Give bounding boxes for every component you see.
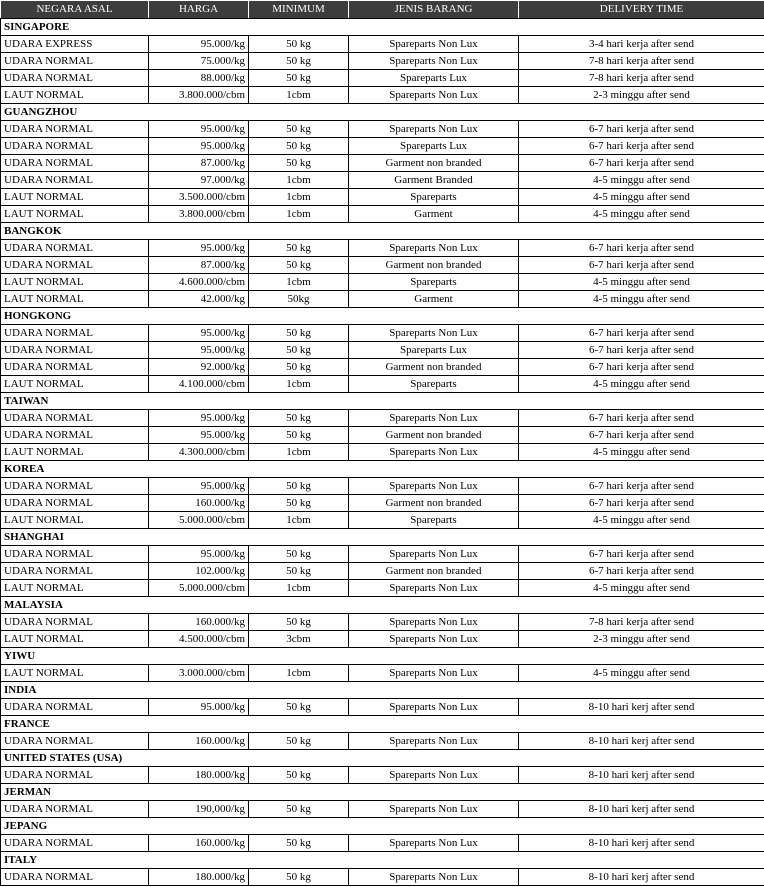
country-name: HONGKONG (1, 308, 764, 325)
table-row (1, 614, 764, 631)
cell-goods-type: Garment non branded (349, 359, 519, 376)
cell-minimum: 50 kg (249, 342, 349, 359)
cell-price: 160.000/kg (149, 733, 249, 750)
cell-price: 95.000/kg (149, 121, 249, 138)
country-row (1, 393, 764, 410)
cell-price: 95.000/kg (149, 325, 249, 342)
country-name: TAIWAN (1, 393, 764, 410)
table-row (1, 359, 764, 376)
cell-price: 87.000/kg (149, 257, 249, 274)
cell-minimum: 1cbm (249, 172, 349, 189)
cell-delivery-time: 7-8 hari kerja after send (519, 53, 764, 70)
cell-minimum: 1cbm (249, 376, 349, 393)
table-row (1, 342, 764, 359)
cell-minimum: 50 kg (249, 563, 349, 580)
cell-service: LAUT NORMAL (1, 444, 149, 461)
table-row (1, 546, 764, 563)
country-name: GUANGZHOU (1, 104, 764, 121)
table-row (1, 172, 764, 189)
cell-delivery-time: 6-7 hari kerja after send (519, 427, 764, 444)
cell-service: UDARA NORMAL (1, 325, 149, 342)
table-row (1, 767, 764, 784)
header-minimum: MINIMUM (249, 1, 349, 19)
cell-price: 95.000/kg (149, 546, 249, 563)
table-row (1, 665, 764, 682)
table-row (1, 121, 764, 138)
cell-delivery-time: 8-10 hari kerj after send (519, 733, 764, 750)
cell-delivery-time: 8-10 hari kerj after send (519, 767, 764, 784)
cell-goods-type: Spareparts (349, 376, 519, 393)
cell-service: UDARA NORMAL (1, 478, 149, 495)
cell-price: 180.000/kg (149, 767, 249, 784)
cell-minimum: 1cbm (249, 444, 349, 461)
table-row (1, 53, 764, 70)
cell-goods-type: Spareparts Non Lux (349, 410, 519, 427)
cell-price: 95.000/kg (149, 699, 249, 716)
table-row (1, 563, 764, 580)
cell-goods-type: Spareparts Lux (349, 138, 519, 155)
cell-goods-type: Spareparts Non Lux (349, 546, 519, 563)
table-row (1, 325, 764, 342)
cell-goods-type: Spareparts Non Lux (349, 631, 519, 648)
cell-delivery-time: 8-10 hari kerj after send (519, 869, 764, 886)
country-row (1, 682, 764, 699)
cell-delivery-time: 4-5 minggu after send (519, 665, 764, 682)
cell-service: LAUT NORMAL (1, 665, 149, 682)
cell-price: 180.000/kg (149, 869, 249, 886)
cell-minimum: 1cbm (249, 189, 349, 206)
cell-minimum: 50 kg (249, 767, 349, 784)
cell-minimum: 50 kg (249, 53, 349, 70)
country-name: BANGKOK (1, 223, 764, 240)
cell-minimum: 1cbm (249, 206, 349, 223)
cell-delivery-time: 8-10 hari kerj after send (519, 835, 764, 852)
table-row (1, 835, 764, 852)
cell-price: 5.000.000/cbm (149, 512, 249, 529)
cell-minimum: 50 kg (249, 869, 349, 886)
cell-minimum: 50 kg (249, 325, 349, 342)
country-name: FRANCE (1, 716, 764, 733)
cell-service: UDARA NORMAL (1, 342, 149, 359)
cell-price: 95.000/kg (149, 240, 249, 257)
cell-delivery-time: 6-7 hari kerja after send (519, 410, 764, 427)
cell-minimum: 1cbm (249, 274, 349, 291)
cell-service: LAUT NORMAL (1, 206, 149, 223)
cell-minimum: 50 kg (249, 36, 349, 53)
cell-price: 160.000/kg (149, 835, 249, 852)
cell-price: 92.000/kg (149, 359, 249, 376)
header-row (1, 1, 764, 19)
cell-goods-type: Garment non branded (349, 257, 519, 274)
country-row (1, 529, 764, 546)
cell-minimum: 50 kg (249, 546, 349, 563)
cell-goods-type: Spareparts Non Lux (349, 869, 519, 886)
cell-price: 4.100.000/cbm (149, 376, 249, 393)
cell-goods-type: Garment non branded (349, 563, 519, 580)
cell-price: 4.300.000/cbm (149, 444, 249, 461)
cell-minimum: 50kg (249, 291, 349, 308)
cell-minimum: 50 kg (249, 495, 349, 512)
table-row (1, 801, 764, 818)
country-row (1, 461, 764, 478)
cell-delivery-time: 6-7 hari kerja after send (519, 121, 764, 138)
cell-service: UDARA NORMAL (1, 733, 149, 750)
country-row (1, 818, 764, 835)
cell-delivery-time: 6-7 hari kerja after send (519, 342, 764, 359)
country-row (1, 852, 764, 869)
cell-goods-type: Spareparts Non Lux (349, 478, 519, 495)
cell-price: 160.000/kg (149, 495, 249, 512)
country-row (1, 308, 764, 325)
header-harga: HARGA (149, 1, 249, 19)
country-name: UNITED STATES (USA) (1, 750, 764, 767)
cell-delivery-time: 8-10 hari kerj after send (519, 801, 764, 818)
country-row (1, 750, 764, 767)
cell-minimum: 1cbm (249, 87, 349, 104)
cell-service: LAUT NORMAL (1, 580, 149, 597)
cell-minimum: 50 kg (249, 801, 349, 818)
cell-service: UDARA EXPRESS (1, 36, 149, 53)
table-row (1, 580, 764, 597)
cell-minimum: 50 kg (249, 427, 349, 444)
cell-goods-type: Garment Branded (349, 172, 519, 189)
cell-delivery-time: 4-5 minggu after send (519, 376, 764, 393)
table-row (1, 512, 764, 529)
cell-service: UDARA NORMAL (1, 138, 149, 155)
cell-price: 3.000.000/cbm (149, 665, 249, 682)
table-row (1, 495, 764, 512)
cell-service: UDARA NORMAL (1, 546, 149, 563)
cell-minimum: 50 kg (249, 478, 349, 495)
table-header (1, 1, 764, 19)
cell-goods-type: Spareparts Non Lux (349, 835, 519, 852)
cell-price: 4.500.000/cbm (149, 631, 249, 648)
cell-price: 87.000/kg (149, 155, 249, 172)
cell-delivery-time: 4-5 minggu after send (519, 512, 764, 529)
table-row (1, 87, 764, 104)
table-row (1, 869, 764, 886)
cell-minimum: 50 kg (249, 614, 349, 631)
cell-delivery-time: 6-7 hari kerja after send (519, 359, 764, 376)
cell-goods-type: Spareparts (349, 512, 519, 529)
cell-minimum: 50 kg (249, 257, 349, 274)
table-row (1, 240, 764, 257)
cell-goods-type: Spareparts Non Lux (349, 580, 519, 597)
cell-goods-type: Garment (349, 291, 519, 308)
cell-minimum: 50 kg (249, 699, 349, 716)
cell-goods-type: Spareparts Non Lux (349, 733, 519, 750)
cell-delivery-time: 4-5 minggu after send (519, 580, 764, 597)
country-row (1, 223, 764, 240)
table-row (1, 699, 764, 716)
cell-minimum: 50 kg (249, 121, 349, 138)
cell-price: 95.000/kg (149, 410, 249, 427)
cell-delivery-time: 7-8 hari kerja after send (519, 70, 764, 87)
country-name: ITALY (1, 852, 764, 869)
cell-price: 97.000/kg (149, 172, 249, 189)
table-row (1, 427, 764, 444)
table-row (1, 733, 764, 750)
country-name: MALAYSIA (1, 597, 764, 614)
cell-service: LAUT NORMAL (1, 376, 149, 393)
cell-service: UDARA NORMAL (1, 495, 149, 512)
cell-delivery-time: 3-4 hari kerja after send (519, 36, 764, 53)
table-row (1, 36, 764, 53)
cell-minimum: 50 kg (249, 138, 349, 155)
cell-delivery-time: 6-7 hari kerja after send (519, 138, 764, 155)
country-name: KOREA (1, 461, 764, 478)
country-name: JERMAN (1, 784, 764, 801)
cell-service: UDARA NORMAL (1, 155, 149, 172)
cell-service: UDARA NORMAL (1, 801, 149, 818)
cell-minimum: 50 kg (249, 70, 349, 87)
country-name: YIWU (1, 648, 764, 665)
cell-goods-type: Spareparts Non Lux (349, 801, 519, 818)
cell-price: 95.000/kg (149, 342, 249, 359)
table-row (1, 155, 764, 172)
cell-delivery-time: 6-7 hari kerja after send (519, 563, 764, 580)
cell-service: UDARA NORMAL (1, 70, 149, 87)
cell-goods-type: Spareparts Non Lux (349, 444, 519, 461)
cell-service: LAUT NORMAL (1, 631, 149, 648)
country-row (1, 19, 764, 36)
cell-delivery-time: 2-3 minggu after send (519, 631, 764, 648)
cell-price: 3.500.000/cbm (149, 189, 249, 206)
cell-goods-type: Spareparts Non Lux (349, 53, 519, 70)
table-row (1, 444, 764, 461)
cell-service: UDARA NORMAL (1, 563, 149, 580)
cell-service: UDARA NORMAL (1, 410, 149, 427)
cell-delivery-time: 6-7 hari kerja after send (519, 240, 764, 257)
table-row (1, 478, 764, 495)
cell-delivery-time: 4-5 minggu after send (519, 172, 764, 189)
cell-minimum: 50 kg (249, 155, 349, 172)
cell-delivery-time: 4-5 minggu after send (519, 274, 764, 291)
cell-minimum: 50 kg (249, 359, 349, 376)
cell-service: UDARA NORMAL (1, 869, 149, 886)
cell-service: UDARA NORMAL (1, 257, 149, 274)
cell-minimum: 1cbm (249, 580, 349, 597)
table-row (1, 189, 764, 206)
country-row (1, 784, 764, 801)
cell-delivery-time: 4-5 minggu after send (519, 189, 764, 206)
cell-price: 190,000/kg (149, 801, 249, 818)
cell-price: 95.000/kg (149, 138, 249, 155)
cell-price: 95.000/kg (149, 427, 249, 444)
table-row (1, 257, 764, 274)
table-row (1, 376, 764, 393)
cell-delivery-time: 6-7 hari kerja after send (519, 478, 764, 495)
cell-delivery-time: 6-7 hari kerja after send (519, 325, 764, 342)
cell-price: 5.000.000/cbm (149, 580, 249, 597)
table-row (1, 410, 764, 427)
cell-delivery-time: 2-3 minggu after send (519, 87, 764, 104)
country-name: SHANGHAI (1, 529, 764, 546)
table-row (1, 206, 764, 223)
cell-service: UDARA NORMAL (1, 240, 149, 257)
cell-service: UDARA NORMAL (1, 835, 149, 852)
cell-price: 160.000/kg (149, 614, 249, 631)
cell-service: UDARA NORMAL (1, 121, 149, 138)
header-jenis-barang: JENIS BARANG (349, 1, 519, 19)
cell-price: 88.000/kg (149, 70, 249, 87)
table-row (1, 70, 764, 87)
cell-service: LAUT NORMAL (1, 274, 149, 291)
cell-goods-type: Garment (349, 206, 519, 223)
cell-minimum: 50 kg (249, 410, 349, 427)
cell-delivery-time: 8-10 hari kerj after send (519, 699, 764, 716)
header-delivery-time: DELIVERY TIME (519, 1, 764, 19)
cell-service: UDARA NORMAL (1, 427, 149, 444)
cell-goods-type: Garment non branded (349, 427, 519, 444)
cell-goods-type: Garment non branded (349, 495, 519, 512)
cell-service: LAUT NORMAL (1, 87, 149, 104)
cell-delivery-time: 6-7 hari kerja after send (519, 155, 764, 172)
table-row (1, 631, 764, 648)
cell-goods-type: Spareparts Non Lux (349, 36, 519, 53)
cell-price: 102.000/kg (149, 563, 249, 580)
cell-price: 95.000/kg (149, 36, 249, 53)
cell-service: UDARA NORMAL (1, 359, 149, 376)
cell-goods-type: Spareparts Non Lux (349, 87, 519, 104)
cell-delivery-time: 6-7 hari kerja after send (519, 495, 764, 512)
cell-delivery-time: 7-8 hari kerja after send (519, 614, 764, 631)
cell-goods-type: Spareparts Non Lux (349, 240, 519, 257)
cell-goods-type: Spareparts (349, 189, 519, 206)
cell-service: UDARA NORMAL (1, 699, 149, 716)
table-row (1, 291, 764, 308)
country-name: SINGAPORE (1, 19, 764, 36)
cell-goods-type: Spareparts Non Lux (349, 325, 519, 342)
country-row (1, 648, 764, 665)
country-row (1, 597, 764, 614)
cell-service: UDARA NORMAL (1, 767, 149, 784)
cell-goods-type: Spareparts Non Lux (349, 699, 519, 716)
cell-price: 3.800.000/cbm (149, 206, 249, 223)
cell-goods-type: Spareparts Non Lux (349, 614, 519, 631)
table-body (1, 19, 764, 886)
cell-delivery-time: 6-7 hari kerja after send (519, 546, 764, 563)
cell-goods-type: Spareparts Non Lux (349, 767, 519, 784)
cell-delivery-time: 6-7 hari kerja after send (519, 257, 764, 274)
cell-goods-type: Spareparts Non Lux (349, 665, 519, 682)
cell-service: LAUT NORMAL (1, 291, 149, 308)
cell-price: 42.000/kg (149, 291, 249, 308)
cell-service: UDARA NORMAL (1, 172, 149, 189)
table-row (1, 138, 764, 155)
cell-delivery-time: 4-5 minggu after send (519, 291, 764, 308)
country-row (1, 104, 764, 121)
cell-minimum: 3cbm (249, 631, 349, 648)
table-row (1, 274, 764, 291)
country-name: JEPANG (1, 818, 764, 835)
cell-goods-type: Spareparts Non Lux (349, 121, 519, 138)
cell-service: LAUT NORMAL (1, 189, 149, 206)
cell-goods-type: Spareparts (349, 274, 519, 291)
country-row (1, 716, 764, 733)
cell-service: UDARA NORMAL (1, 53, 149, 70)
cell-goods-type: Garment non branded (349, 155, 519, 172)
cell-delivery-time: 4-5 minggu after send (519, 444, 764, 461)
cell-minimum: 50 kg (249, 835, 349, 852)
cell-delivery-time: 4-5 minggu after send (519, 206, 764, 223)
cell-minimum: 50 kg (249, 240, 349, 257)
cell-price: 75.000/kg (149, 53, 249, 70)
cell-minimum: 50 kg (249, 733, 349, 750)
country-name: INDIA (1, 682, 764, 699)
cell-price: 95.000/kg (149, 478, 249, 495)
header-negara-asal: NEGARA ASAL (1, 1, 149, 19)
cell-goods-type: Spareparts Lux (349, 342, 519, 359)
cell-service: LAUT NORMAL (1, 512, 149, 529)
cell-minimum: 1cbm (249, 665, 349, 682)
cell-goods-type: Spareparts Lux (349, 70, 519, 87)
cell-minimum: 1cbm (249, 512, 349, 529)
cell-price: 3.800.000/cbm (149, 87, 249, 104)
cell-price: 4.600.000/cbm (149, 274, 249, 291)
cell-service: UDARA NORMAL (1, 614, 149, 631)
